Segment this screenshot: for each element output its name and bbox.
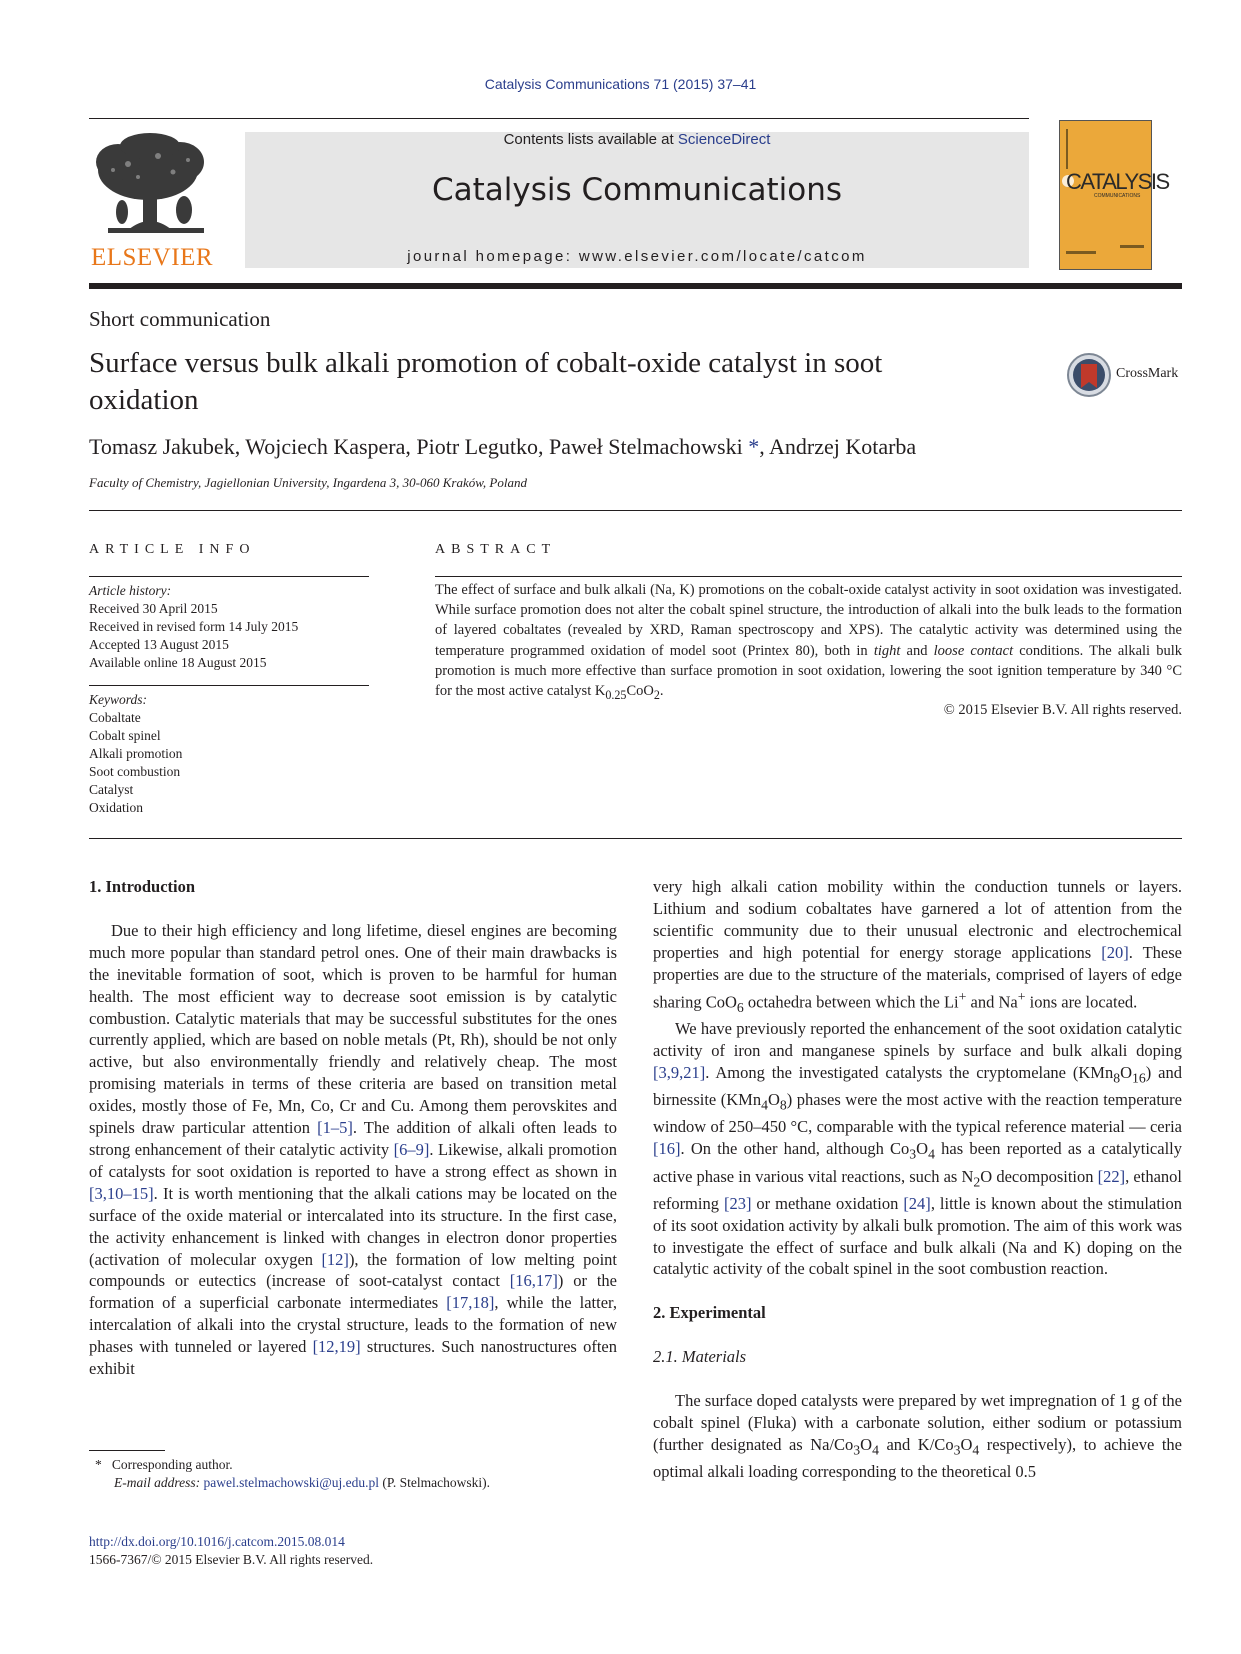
reference-link[interactable]: [6–9] — [393, 1139, 430, 1159]
crossmark-badge[interactable] — [1066, 352, 1186, 398]
cover-title: CATALYSIS — [1066, 169, 1169, 194]
footnote-divider — [89, 1450, 165, 1451]
keyword: Cobalt spinel — [89, 728, 161, 743]
reference-link[interactable]: [3,9,21] — [653, 1063, 706, 1083]
history-item: Received 30 April 2015 — [89, 601, 218, 616]
article-title: Surface versus bulk alkali promotion of cobalt-oxide catalyst in soot oxidation — [89, 347, 883, 416]
history-item: Accepted 13 August 2015 — [89, 637, 229, 652]
divider — [89, 685, 369, 686]
contents-line — [245, 131, 1029, 148]
history-label: Article history: — [89, 583, 172, 598]
reference-link[interactable]: [12] — [321, 1249, 349, 1269]
header-divider — [89, 283, 1182, 289]
reference-link[interactable]: [3,10–15] — [89, 1183, 154, 1203]
reference-link[interactable]: [16,17] — [509, 1271, 558, 1291]
reference-link[interactable]: [22] — [1097, 1166, 1126, 1186]
article-history — [89, 582, 298, 672]
email-label: E-mail address: — [114, 1475, 204, 1490]
authors-part-2: , Andrzej Kotarba — [759, 434, 917, 459]
issn-line: 1566-7367/© 2015 Elsevier B.V. All rights reserved. — [89, 1552, 374, 1567]
keyword: Catalyst — [89, 782, 134, 797]
doi-block — [89, 1533, 373, 1569]
doi-link[interactable]: http://dx.doi.org/10.1016/j.catcom.2015.08.014 — [89, 1534, 345, 1549]
history-item: Available online 18 August 2015 — [89, 655, 267, 670]
abstract-text: The effect of surface and bulk alkali (Na, K) promotions on the cobalt-oxide catalyst activity in soot oxidation was investigated. While surface promotion does not alter the cobalt spinel structure, the introduction of alkali into the bulk leads to the formation of layered cobaltates (revealed by XRD, Raman spectroscopy and XPS). The catalytic activity was determined using the temperature programmed oxidation of model soot (Printex 80), both in tight and loose contact conditions. The alkali bulk promotion is much more effective than surface promotion in soot oxidation, lowering the soot ignition temperature by 340 °C for the most active catalyst $K_{0.25}CoO_2$. — [435, 582, 1182, 702]
divider — [89, 118, 1029, 119]
keyword: Soot combustion — [89, 764, 181, 779]
divider — [89, 510, 1182, 511]
introduction-heading: 1. Introduction — [89, 877, 196, 896]
reference-link[interactable]: [16] — [653, 1139, 681, 1159]
journal-name: Catalysis Communications — [431, 172, 842, 208]
crossmark-label: CrossMark — [1116, 366, 1179, 381]
crossmark-icon — [1066, 352, 1112, 398]
introduction-paragraph: We have previously reported the enhancement of the soot oxidation catalytic activity of iron and manganese spinels by surface and bulk alkali doping [3,9,21]. Among the investigated catalysts the cryptomelane $(KMn_8O_{16})$ and birnessite $(KMn_4O_8)$ phases were the most active with the reaction temperature window of 250–450 °C, comparable with the typical reference material — ceria [16]. On the other hand, although $Co_3O_4$ has been reported as a catalytically active phase in various vital reactions, such as $N_2O$ decomposition [22], ethanol reforming [23] or methane oxidation [24], little is known about the stimulation of its soot oxidation activity by alkali bulk promotion. The aim of this work was to investigate the effect of surface and bulk alkali (Na and K) doping on the catalytic activity of the cobalt spinel in the soot combustion reaction. — [653, 1019, 1183, 1279]
elsevier-wordmark: ELSEVIER — [90, 244, 214, 271]
right-column — [653, 876, 1182, 1483]
reference-link[interactable]: [12,19] — [312, 1337, 361, 1357]
materials-paragraph: The surface doped catalysts were prepared by wet impregnation of 1 g of the cobalt spinel (Fluka) with a carbonate solution, either sodium or potassium (further designated as $Na/Co_3O_4$ and $K/Co_3O_4$ respectively), to achieve the optimal alkali loading corresponding to the theoretical 0.5 — [653, 1391, 1182, 1482]
email-link[interactable]: pawel.stelmachowski@uj.edu.pl — [203, 1475, 380, 1490]
left-column — [89, 876, 617, 1380]
tree-icon — [88, 132, 218, 242]
contents-prefix: Contents lists available at — [503, 131, 678, 148]
footnote: * Corresponding author. E-mail address: pawel.stelmachowski@uj.edu.pl (P. Stelmachowski). — [95, 1457, 491, 1490]
article-type: Short communication — [89, 307, 271, 331]
keywords-label: Keywords: — [89, 692, 147, 707]
author-list — [89, 434, 916, 460]
cover-subtitle: COMMUNICATIONS — [1094, 193, 1141, 199]
history-item: Received in revised form 14 July 2015 — [89, 619, 299, 634]
journal-homepage[interactable]: journal homepage: www.elsevier.com/locate/catcom — [407, 248, 867, 265]
keyword: Alkali promotion — [89, 746, 183, 761]
introduction-paragraph: very high alkali cation mobility within the conduction tunnels or layers. Lithium and sodium cobaltates have garnered a lot of attention from the scientific community due to their unusual electronic and electrochemical properties and high potential for energy storage applications [20]. These properties are due to the structure of the materials, comprised of layers of edge sharing CoO$_6$ octahedra between which the Li+ and Na+ ions are located. — [653, 877, 1182, 1015]
journal-banner — [245, 132, 1029, 268]
keyword: Oxidation — [89, 800, 143, 815]
divider — [435, 576, 1182, 577]
reference-link[interactable]: [20] — [1101, 942, 1129, 962]
reference-link[interactable]: [23] — [723, 1193, 752, 1213]
elsevier-logo[interactable] — [88, 132, 218, 272]
reference-link[interactable]: [17,18] — [446, 1293, 495, 1313]
article-info-heading: ARTICLE INFO — [89, 542, 256, 557]
authors-part-1: Tomasz Jakubek, Wojciech Kaspera, Piotr Legutko, Paweł Stelmachowski — [89, 434, 749, 459]
divider — [89, 838, 1182, 839]
journal-citation[interactable]: Catalysis Communications 71 (2015) 37–41 — [484, 76, 757, 92]
introduction-paragraph: Due to their high efficiency and long lifetime, diesel engines are becoming much more popular than standard petrol ones. One of their main drawbacks is the inevitable formation of soot, which is proven to be harmful for human health. The most efficient way to decrease soot emission is by catalytic combustion. Catalytic materials that may be successful substitutes for the ones currently applied, which are based on noble metals (Pt, Rh), should be not only active, but also environmentally friendly and relatively cheap. The most promising materials in terms of these criteria are based on transition metal oxides, mostly those of Fe, Mn, Co, Cr and Cu. Among them perovskites and spinels draw particular attention [1–5]. The addition of alkali often leads to strong enhancement of their catalytic activity [6–9]. Likewise, alkali promotion of catalysts for soot oxidation is reported to have a strong effect as shown in [3,10–15]. It is worth mentioning that the alkali cations may be located on the surface of the oxide material or intercalated into its structure. In the first case, the activity enhancement is linked with changes in electron donor properties (activation of molecular oxygen [12]), the formation of low melting point compounds or eutectics (increase of soot-catalyst contact [16,17]) or the formation of a superficial carbonate intermediates [17,18], while the latter, intercalation of alkali into the crystal structure, leads to the formation of new phases with tunneled or layered [12,19] structures. Such nanostructures often exhibit — [89, 920, 617, 1379]
experimental-heading: 2. Experimental — [653, 1303, 766, 1323]
keywords — [89, 691, 182, 817]
abstract-heading: ABSTRACT — [435, 542, 557, 557]
materials-heading: 2.1. Materials — [653, 1347, 747, 1367]
affiliation: Faculty of Chemistry, Jagiellonian University, Ingardena 3, 30-060 Kraków, Poland — [89, 475, 527, 490]
journal-cover[interactable] — [1059, 120, 1169, 270]
abstract-copyright: © 2015 Elsevier B.V. All rights reserved. — [943, 702, 1182, 718]
keyword: Cobaltate — [89, 710, 141, 725]
footnote-text: Corresponding author. — [111, 1457, 233, 1472]
sciencedirect-link[interactable]: ScienceDirect — [677, 131, 771, 148]
corresponding-author-mark[interactable]: * — [748, 434, 760, 459]
reference-link[interactable]: [1–5] — [317, 1118, 353, 1138]
divider — [89, 576, 369, 577]
reference-link[interactable]: [24] — [903, 1193, 931, 1213]
